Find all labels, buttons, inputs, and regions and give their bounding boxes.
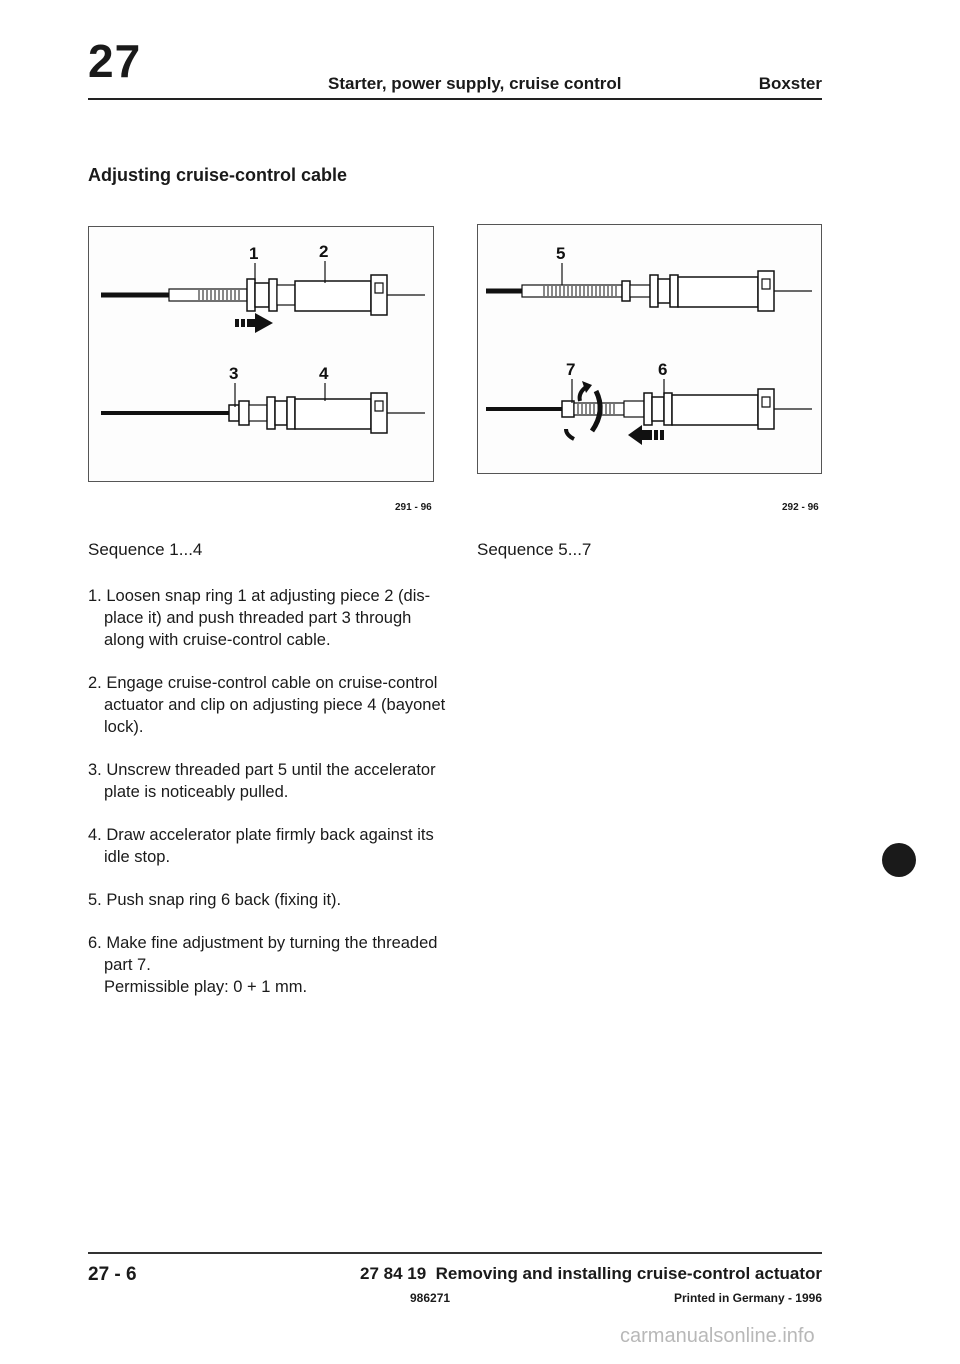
footer-doc-code: 986271 bbox=[410, 1291, 451, 1305]
chapter-number: 27 bbox=[88, 35, 142, 87]
footer-rule bbox=[88, 1252, 822, 1254]
page-number: 27 - 6 bbox=[88, 1264, 137, 1285]
callout-3: 3 bbox=[229, 364, 239, 383]
procedure-steps bbox=[88, 585, 448, 1019]
callout-4: 4 bbox=[319, 364, 329, 383]
step-item: 5. Push snap ring 6 back (fixing it). bbox=[88, 891, 342, 909]
header-title: Starter, power supply, cruise control bbox=[328, 74, 622, 93]
callout-6: 6 bbox=[658, 360, 668, 379]
figure-cable-sequence-5-7 bbox=[477, 224, 822, 474]
sequence-label-left: Sequence 1...4 bbox=[88, 540, 203, 559]
cable-assembly-bottom bbox=[486, 381, 812, 445]
cable-illustration-2 bbox=[478, 225, 821, 473]
step-item: 3. Unscrew threaded part 5 until the accelerator plate is noticeably pulled. bbox=[88, 761, 436, 801]
figure-cable-sequence-1-4 bbox=[88, 226, 434, 482]
step-item: 1. Loosen snap ring 1 at adjusting piece 2 (displace it) and push threaded part 3 through along with cruise-control cable. bbox=[88, 587, 431, 649]
footer-title: 27 84 19 Removing and installing cruise-control actuator bbox=[360, 1264, 822, 1283]
callout-7: 7 bbox=[566, 360, 576, 379]
sequence-label-right: Sequence 5...7 bbox=[477, 540, 592, 559]
watermark: carmanualsonline.info bbox=[620, 1325, 815, 1347]
cable-assembly-top bbox=[486, 271, 812, 311]
step-item: 4. Draw accelerator plate firmly back against its idle stop. bbox=[88, 826, 434, 866]
callout-2: 2 bbox=[319, 242, 329, 261]
cable-assembly-bottom bbox=[101, 393, 425, 433]
step-item: 6. Make fine adjustment by turning the threaded part 7. Permissible play: 0 + 1 mm. bbox=[88, 934, 438, 996]
figure-code-2: 292 - 96 bbox=[782, 502, 819, 513]
footer-printed: Printed in Germany - 1996 bbox=[673, 1291, 822, 1305]
cable-illustration-1 bbox=[89, 227, 433, 481]
section-title: Adjusting cruise-control cable bbox=[88, 165, 348, 185]
step-item: 2. Engage cruise-control cable on cruise-control actuator and clip on adjusting piece 4 (bayonet lock). bbox=[88, 674, 446, 736]
header-model: Boxster bbox=[758, 74, 822, 93]
figure-code-1: 291 - 96 bbox=[395, 502, 432, 513]
header-rule bbox=[88, 98, 822, 100]
margin-marker-dot bbox=[882, 843, 916, 877]
callout-1: 1 bbox=[249, 244, 259, 263]
callout-5: 5 bbox=[556, 244, 566, 263]
cable-assembly-top bbox=[101, 275, 425, 333]
